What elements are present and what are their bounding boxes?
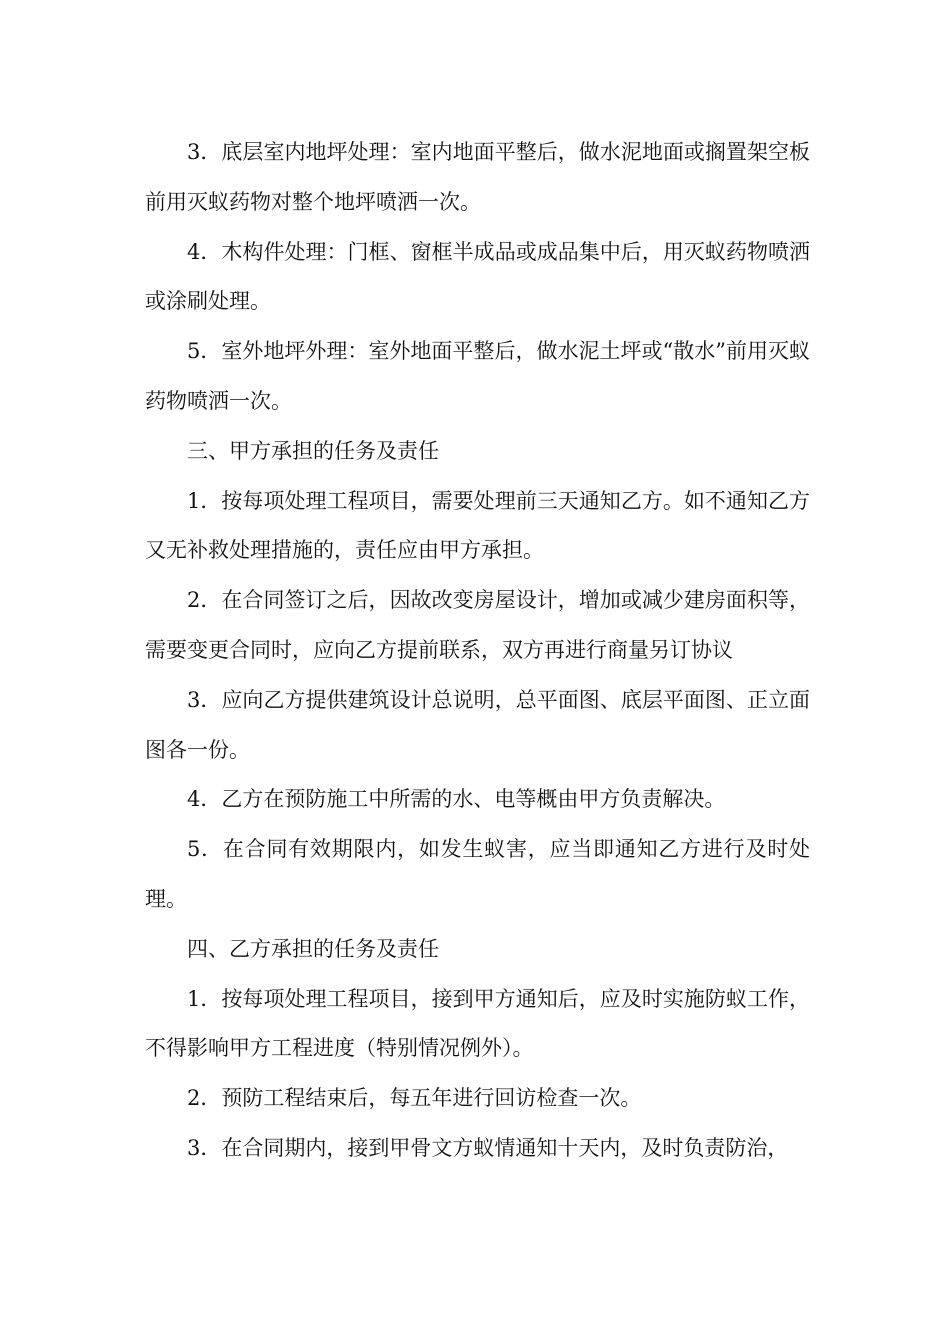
section-heading-party-a: 三、甲方承担的任务及责任 bbox=[187, 438, 439, 463]
paragraph-floor-treatment: 3．底层室内地坪处理：室内地面平整后，做水泥地面或搁置架空板前用灭蚁药物对整个地坪喷洒一次。 bbox=[145, 140, 810, 214]
paragraph-outdoor-treatment: 5．室外地坪外理：室外地面平整后，做水泥土坪或“散水”前用灭蚁药物喷洒一次。 bbox=[145, 339, 810, 413]
paragraph-party-b-item-1: 1．按每项处理工程项目，接到甲方通知后，应及时实施防蚁工作，不得影响甲方工程进度（特别情况例外）。 bbox=[145, 986, 810, 1061]
paragraph-party-b-item-2: 2．预防工程结束后，每五年进行回访检查一次。 bbox=[187, 1086, 642, 1111]
document-body bbox=[145, 128, 810, 1174]
paragraph-party-a-item-5: 5．在合同有效期限内，如发生蚁害，应当即通知乙方进行及时处理。 bbox=[145, 837, 810, 911]
paragraph-party-a-item-3: 3．应向乙方提供建筑设计总说明，总平面图、底层平面图、正立面图各一份。 bbox=[145, 687, 810, 762]
paragraph-party-a-item-2: 2．在合同签订之后，因故改变房屋设计，增加或减少建房面积等，需要变更合同时，应向乙方提前联系，双方再进行商量另订协议 bbox=[145, 588, 810, 662]
paragraph-party-a-item-4: 4．乙方在预防施工中所需的水、电等概由甲方负责解决。 bbox=[187, 787, 726, 812]
paragraph-wood-treatment: 4．木构件处理：门框、窗框半成品或成品集中后，用灭蚁药物喷洒或涂刷处理。 bbox=[145, 239, 810, 314]
section-heading-party-b: 四、乙方承担的任务及责任 bbox=[187, 936, 439, 961]
paragraph-party-b-item-3: 3．在合同期内，接到甲骨文方蚁情通知十天内，及时负责防治， bbox=[187, 1135, 789, 1160]
paragraph-party-a-item-1: 1．按每项处理工程项目，需要处理前三天通知乙方。如不通知乙方又无补救处理措施的，责任应由甲方承担。 bbox=[145, 488, 810, 563]
